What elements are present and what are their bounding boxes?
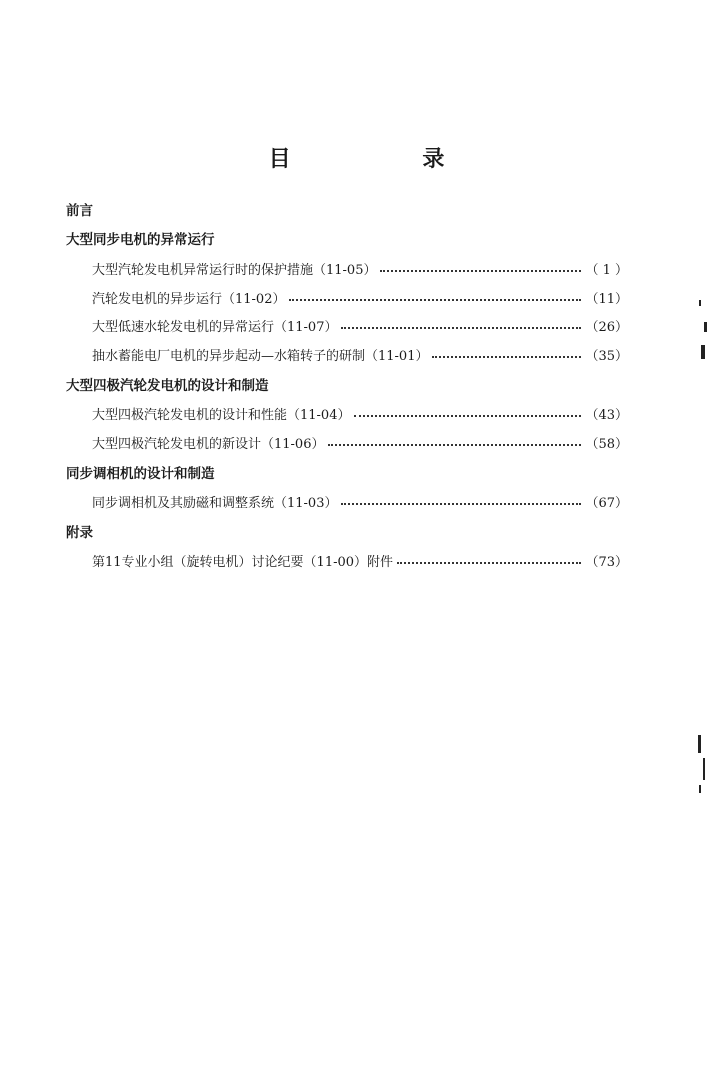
toc-entry[interactable] xyxy=(92,403,628,423)
entry-title: 大型汽轮发电机异常运行时的保护措施（11-05） xyxy=(92,262,377,278)
toc-entry[interactable] xyxy=(92,315,628,335)
section-heading-abnormal-operation: 大型同步电机的异常运行 xyxy=(66,232,215,248)
entry-title: 汽轮发电机的异步运行（11-02） xyxy=(92,291,286,307)
entry-page: （73） xyxy=(585,554,628,570)
dot-leader xyxy=(354,415,581,417)
scan-mark xyxy=(704,322,707,332)
entry-page: （58） xyxy=(585,436,628,452)
entry-page: （43） xyxy=(585,407,628,423)
toc-entry[interactable] xyxy=(92,491,628,511)
toc-entry[interactable] xyxy=(92,550,628,570)
entry-page: （67） xyxy=(585,495,628,511)
entry-title: 抽水蓄能电厂电机的异步起动—水箱转子的研制（11-01） xyxy=(92,348,429,364)
dot-leader xyxy=(341,327,581,329)
toc-entry[interactable] xyxy=(92,432,628,452)
section-heading-four-pole: 大型四极汽轮发电机的设计和制造 xyxy=(66,378,269,394)
page-title: 目 录 xyxy=(268,147,507,172)
scan-mark xyxy=(699,785,701,793)
section-heading-condenser: 同步调相机的设计和制造 xyxy=(66,466,215,482)
entry-page: （ 1 ） xyxy=(585,262,628,278)
entry-title: 大型四极汽轮发电机的设计和性能（11-04） xyxy=(92,407,351,423)
scan-mark xyxy=(698,735,701,753)
toc-entry[interactable] xyxy=(92,287,628,307)
entry-title: 大型四极汽轮发电机的新设计（11-06） xyxy=(92,436,325,452)
scan-mark xyxy=(699,300,701,306)
section-heading-appendix: 附录 xyxy=(66,525,93,541)
entry-page: （35） xyxy=(585,348,628,364)
section-heading-preface: 前言 xyxy=(66,203,93,219)
entry-title: 大型低速水轮发电机的异常运行（11-07） xyxy=(92,319,338,335)
dot-leader xyxy=(289,299,581,301)
toc-entry[interactable] xyxy=(92,258,628,278)
dot-leader xyxy=(432,356,581,358)
entry-page: （11） xyxy=(585,291,628,307)
entry-page: （26） xyxy=(585,319,628,335)
dot-leader xyxy=(380,270,581,272)
entry-title: 第11专业小组（旋转电机）讨论纪要（11-00）附件 xyxy=(92,554,394,570)
dot-leader xyxy=(328,444,581,446)
toc-entry[interactable] xyxy=(92,344,628,364)
scan-mark xyxy=(701,345,705,359)
entry-title: 同步调相机及其励磁和调整系统（11-03） xyxy=(92,495,338,511)
dot-leader xyxy=(397,562,581,564)
scan-mark xyxy=(703,758,705,780)
dot-leader xyxy=(341,503,581,505)
